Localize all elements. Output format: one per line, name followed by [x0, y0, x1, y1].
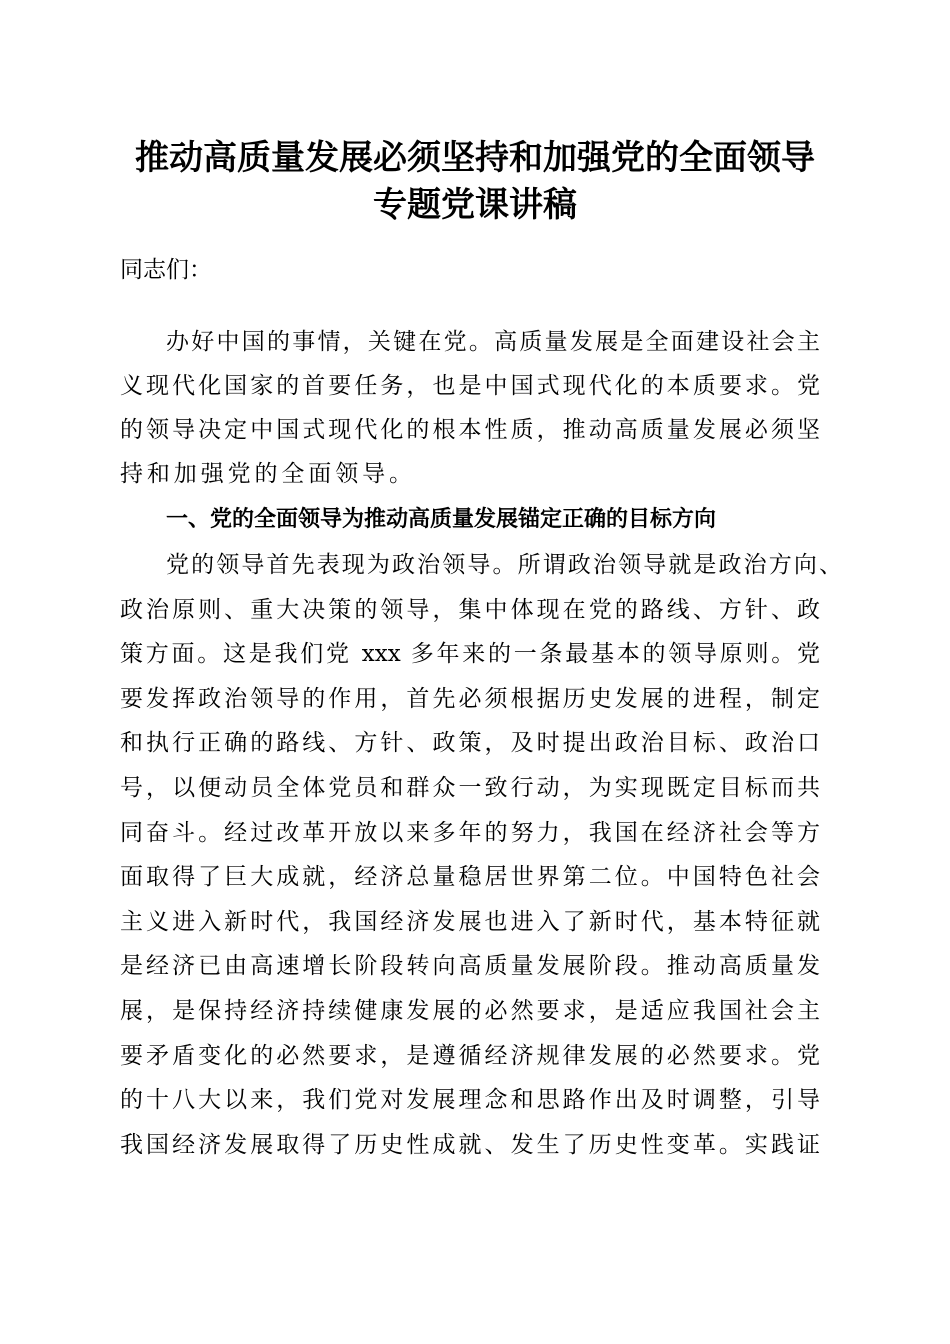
title-line-1: 推动高质量发展必须坚持和加强党的全面领导	[135, 138, 815, 178]
text-line: 的领导决定中国式现代化的根本性质，推动高质量发展必须坚	[120, 417, 820, 443]
text-line: 的十八大以来，我们党对发展理念和思路作出及时调整，引导	[120, 1087, 820, 1114]
text-line: 主义进入新时代，我国经济发展也进入了新时代，基本特征就	[120, 908, 820, 935]
text-line: 义现代化国家的首要任务，也是中国式现代化的本质要求。党	[120, 373, 820, 399]
text-line: 面取得了巨大成就，经济总量稳居世界第二位。中国特色社会	[120, 864, 820, 891]
text-line: 政治原则、重大决策的领导，集中体现在党的路线、方针、政	[120, 596, 820, 623]
text-line: 号，以便动员全体党员和群众一致行动，为实现既定目标而共	[120, 775, 820, 801]
text-line: 党的领导首先表现为政治领导。所谓政治领导就是政治方向、	[166, 552, 842, 578]
text-line: 是经济已由高速增长阶段转向高质量发展阶段。推动高质量发	[120, 953, 820, 980]
salutation: 同志们：	[120, 257, 212, 283]
text-line: 办好中国的事情，关键在党。高质量发展是全面建设社会主	[166, 329, 820, 355]
text-line: 策方面。这是我们党 xxx 多年来的一条最基本的领导原则。党	[120, 641, 820, 668]
text-line: 要发挥政治领导的作用，首先必须根据历史发展的进程，制定	[120, 685, 820, 712]
text-line: 持和加强党的全面领导。	[120, 461, 416, 487]
text-line: 要矛盾变化的必然要求，是遵循经济规律发展的必然要求。党	[120, 1042, 820, 1069]
text-line: 同奋斗。经过改革开放以来多年的努力，我国在经济社会等方	[120, 819, 820, 846]
text-line: 展，是保持经济持续健康发展的必然要求，是适应我国社会主	[120, 998, 820, 1024]
title-line-2: 专题党课讲稿	[373, 185, 577, 225]
section-heading-1: 一、党的全面领导为推动高质量发展锚定正确的目标方向	[166, 507, 717, 532]
text-line: 和执行正确的路线、方针、政策，及时提出政治目标、政治口	[120, 730, 820, 757]
text-line: 我国经济发展取得了历史性成就、发生了历史性变革。实践证	[120, 1131, 820, 1158]
